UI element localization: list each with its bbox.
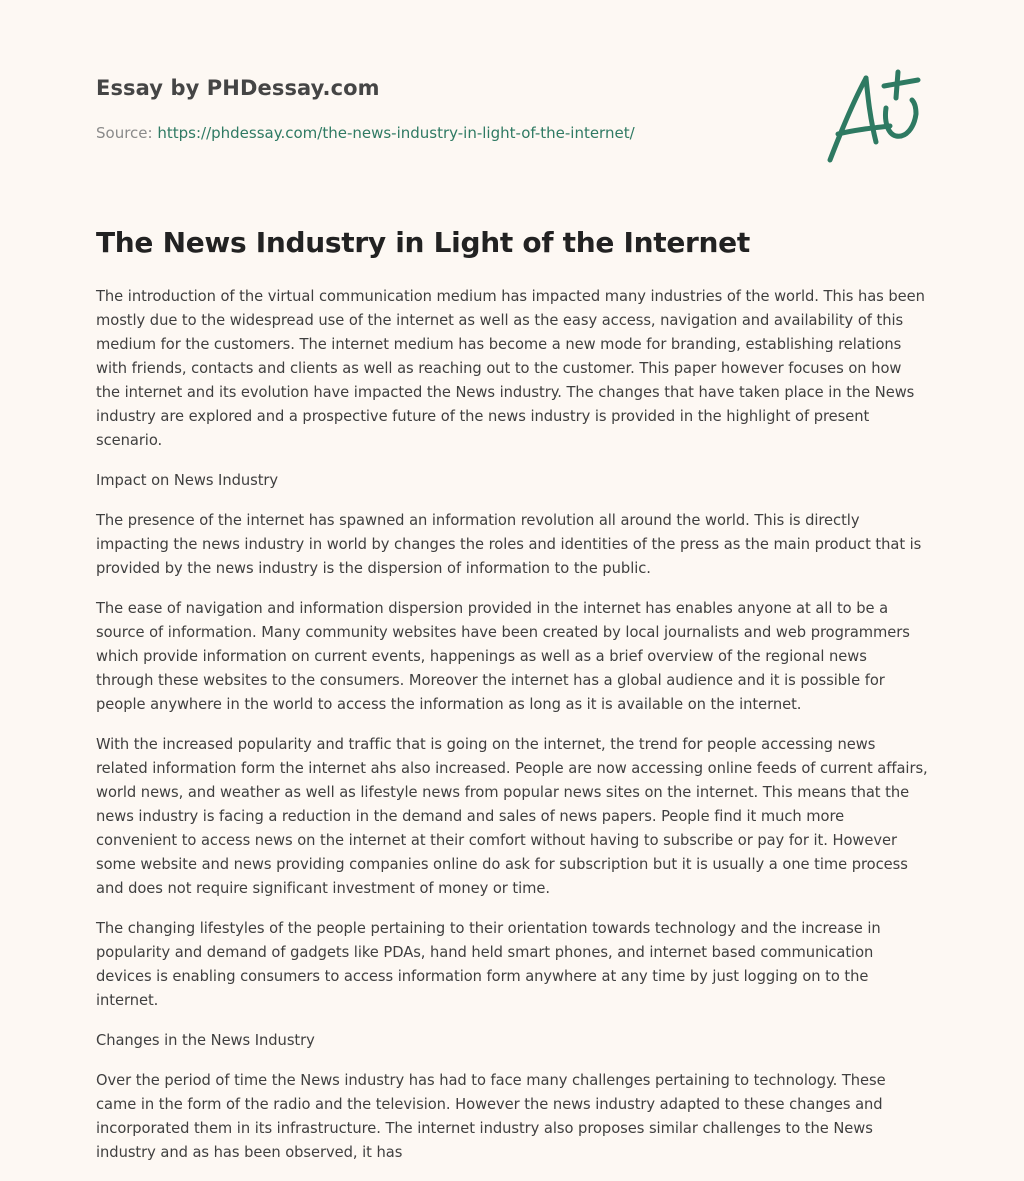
paragraph-impact-4: The changing lifestyles of the people pertaining to their orientation towards technology and the increase in popularity and demand of gadgets like PDAs, hand held smart phones, and internet based communication devices is enabling consumers to access information form anywhere at any time by just logging on to the internet. — [96, 920, 881, 1009]
section-heading-changes: Changes in the News Industry — [96, 1032, 315, 1049]
article-body — [96, 285, 928, 1181]
source-link[interactable]: https://phdessay.com/the-news-industry-in-light-of-the-internet/ — [157, 124, 635, 142]
source-line — [96, 124, 635, 142]
paragraph-impact-1: The presence of the internet has spawned an information revolution all around the world. This is directly impacting the news industry in world by changes the roles and identities of the press as the main product that is provided by the news industry is the dispersion of information to the public. — [96, 512, 922, 577]
section-heading-impact: Impact on News Industry — [96, 472, 279, 489]
paragraph-changes-1: Over the period of time the News industry has had to face many challenges pertaining to technology. These came in the form of the radio and the television. However the news industry adapted to these changes and incorporated them in its infrastructure. The internet industry also proposes similar challenges to the News industry and as has been observed, it has — [96, 1072, 886, 1161]
paragraph-intro: The introduction of the virtual communication medium has impacted many industries of the world. This has been mostly due to the widespread use of the internet as well as the easy access, navigation and availability of this medium for the customers. The internet medium has become a new mode for branding, establishing relations with friends, contacts and clients as well as reaching out to the customer. This paper however focuses on how the internet and its evolution have impacted the News industry. The changes that have taken place in the News industry are explored and a prospective future of the news industry is provided in the highlight of present scenario. — [96, 288, 925, 449]
paragraph-impact-3: With the increased popularity and traffic that is going on the internet, the trend for people accessing news related information form the internet ahs also increased. People are now accessing online feeds of current affairs, world news, and weather as well as lifestyle news from popular news sites on the internet. This means that the news industry is facing a reduction in the demand and sales of news papers. People find it much more convenient to access news on the internet at their comfort without having to subscribe or pay for it. However some website and news providing companies online do ask for subscription but it is usually a one time process and does not require significant investment of money or time. — [96, 736, 928, 897]
source-label: Source: — [96, 124, 153, 142]
paragraph-impact-2: The ease of navigation and information dispersion provided in the internet has enables anyone at all to be a source of information. Many community websites have been created by local journalists and web programmers which provide information on current events, happenings as well as a brief overview of the regional news through these websites to the consumers. Moreover the internet has a global audience and it is possible for people anywhere in the world to access the information as long as it is available on the internet. — [96, 600, 910, 713]
site-brand: Essay by PHDessay.com — [96, 76, 380, 100]
article-title: The News Industry in Light of the Internet — [96, 226, 750, 259]
a-plus-logo-icon — [824, 68, 928, 166]
